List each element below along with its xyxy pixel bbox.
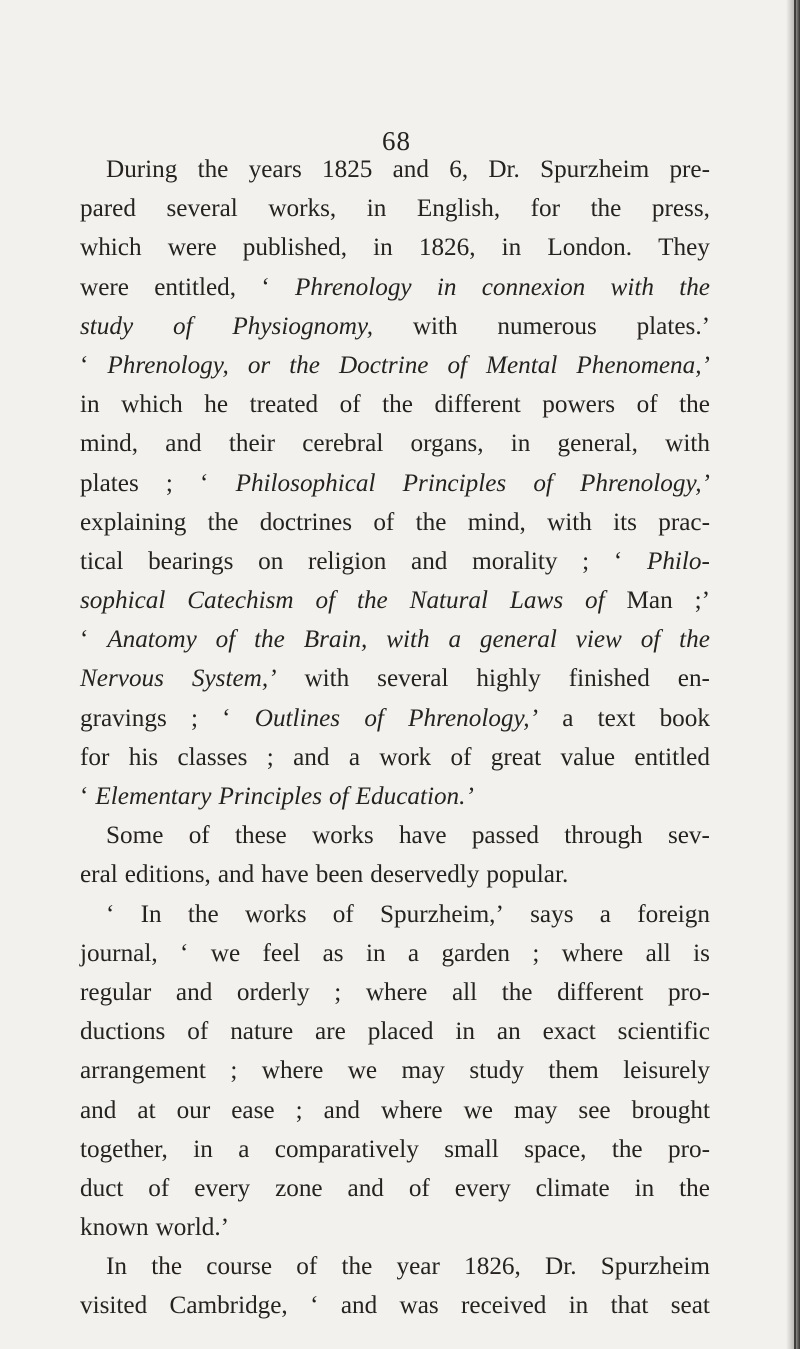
word: ‘	[613, 547, 623, 575]
word: Physiognomy,	[232, 312, 373, 340]
word: our	[176, 1096, 211, 1124]
word: brought	[631, 1096, 710, 1124]
word: regular	[80, 978, 152, 1006]
word: in	[510, 430, 531, 458]
word: plates	[80, 469, 139, 497]
word: Cambridge,	[169, 1292, 288, 1320]
word: of	[373, 508, 395, 536]
word: Natural	[409, 587, 489, 615]
word: en-	[677, 665, 710, 693]
word: of	[172, 312, 193, 340]
word: cerebral	[302, 430, 384, 458]
word: works	[244, 900, 307, 928]
word: visited	[80, 1292, 148, 1320]
word: space,	[524, 1135, 587, 1163]
word: and	[411, 547, 448, 575]
word: in	[436, 273, 457, 301]
word: for	[80, 743, 110, 771]
word: with	[386, 626, 430, 654]
text-line	[80, 346, 710, 385]
word: connexion	[481, 273, 586, 301]
word: of	[636, 391, 658, 419]
word: ‘	[80, 626, 89, 654]
text-line	[80, 268, 710, 307]
word: ;	[190, 704, 198, 732]
text-line	[80, 464, 710, 503]
word: says	[530, 900, 574, 928]
word: ;	[230, 1057, 238, 1085]
word: Nervous	[80, 665, 164, 693]
body-text	[80, 150, 710, 1326]
word: foreign	[637, 900, 710, 928]
word: Anatomy	[107, 626, 197, 654]
word: ;’	[694, 587, 710, 615]
word: 1826,	[418, 234, 476, 262]
word: its	[613, 508, 637, 536]
word: nature	[230, 1018, 294, 1046]
word: 1825	[322, 156, 373, 183]
word: in	[501, 234, 522, 262]
word: value	[560, 743, 616, 771]
text-line	[80, 699, 710, 738]
text-line	[80, 620, 710, 659]
word: were	[80, 273, 129, 301]
word: Phrenology,	[107, 351, 229, 379]
text-line	[80, 385, 710, 424]
word: Some	[106, 822, 164, 850]
word: ‘	[200, 469, 209, 497]
word: Philo-	[646, 547, 710, 575]
word: arrangement	[80, 1057, 206, 1085]
word: press,	[651, 195, 710, 223]
word: entitled,	[154, 273, 237, 301]
word: several	[166, 195, 238, 223]
text-line	[80, 228, 710, 267]
text-line	[80, 934, 710, 973]
word: are	[315, 1018, 346, 1046]
word: year	[396, 1253, 440, 1281]
word: every	[194, 1174, 251, 1202]
word: London.	[547, 234, 633, 262]
word: prac-	[658, 508, 710, 536]
word: where	[381, 1096, 443, 1124]
word: treated	[249, 391, 319, 419]
word: been	[315, 861, 364, 889]
word: world.’	[155, 1214, 230, 1242]
word: in	[373, 234, 393, 262]
word: text	[597, 704, 636, 732]
word: in	[366, 195, 387, 223]
word: the	[187, 900, 219, 928]
word: zone	[275, 1174, 323, 1202]
word: and	[323, 1096, 361, 1124]
word: the	[501, 978, 533, 1006]
word: a	[407, 939, 420, 967]
word: powers	[542, 391, 616, 419]
text-line	[80, 973, 710, 1012]
word: of	[215, 626, 236, 654]
word: the	[679, 626, 710, 654]
word: ductions	[80, 1018, 166, 1046]
word: Phrenology	[295, 273, 412, 301]
word: a	[562, 704, 574, 732]
word: the	[289, 351, 320, 379]
page-edge-line	[794, 0, 796, 1349]
text-line	[80, 816, 710, 855]
word: where	[561, 939, 624, 967]
word: ‘	[310, 1292, 319, 1320]
word: System,’	[191, 665, 277, 693]
word: view	[575, 626, 622, 654]
word: religion	[307, 547, 387, 575]
text-line	[80, 1208, 710, 1247]
word: Principles	[218, 783, 323, 810]
word: of	[339, 391, 361, 419]
text-line	[80, 895, 710, 934]
word: Principles	[402, 469, 507, 497]
word: the	[679, 391, 710, 419]
word: an	[496, 1018, 521, 1046]
word: ;	[532, 939, 540, 967]
word: Spurzheim,’	[380, 900, 504, 928]
word: of	[640, 626, 661, 654]
word: where	[365, 978, 428, 1006]
word: in	[568, 1292, 589, 1320]
word: journal,	[80, 939, 158, 967]
word: we	[347, 1057, 378, 1085]
word: ‘	[80, 783, 89, 810]
word: exact	[542, 1018, 596, 1046]
word: in	[365, 939, 386, 967]
word: general	[479, 626, 557, 654]
word: Outlines	[254, 704, 341, 732]
word: and	[347, 1174, 384, 1202]
word: which	[121, 391, 183, 419]
word: In	[106, 1253, 127, 1281]
word: ;	[582, 547, 590, 575]
word: highly	[476, 665, 541, 693]
word: his	[128, 743, 159, 771]
word: Brain,	[303, 626, 368, 654]
word: Spurzheim	[600, 1253, 710, 1281]
text-line	[80, 307, 710, 346]
word: the	[679, 1174, 710, 1202]
word: the	[415, 508, 447, 536]
word: works	[312, 822, 374, 850]
word: bearings	[148, 547, 234, 575]
text-line	[80, 738, 710, 777]
word: Doctrine	[338, 351, 429, 379]
word: leisurely	[623, 1057, 710, 1085]
word: ;	[266, 743, 274, 771]
word: and	[340, 1292, 378, 1320]
word: the	[254, 626, 285, 654]
word: with	[412, 312, 458, 340]
word: pared	[80, 195, 136, 223]
word: a	[599, 900, 611, 928]
word: or	[247, 351, 271, 379]
word: on	[258, 547, 284, 575]
word: several	[377, 665, 449, 693]
word: finished	[568, 665, 650, 693]
text-line	[80, 1286, 710, 1325]
text-line	[80, 1051, 710, 1090]
word: pro-	[668, 1135, 710, 1163]
word: entitled	[634, 743, 710, 771]
text-line	[80, 1247, 710, 1286]
word: through	[564, 822, 643, 850]
word: years	[248, 156, 302, 183]
word: the	[590, 195, 622, 223]
word: numerous	[497, 312, 597, 340]
word: Spurzheim	[540, 156, 650, 183]
word: book	[659, 704, 710, 732]
word: Philosophical	[235, 469, 376, 497]
word: of	[533, 469, 553, 497]
word: of	[332, 900, 354, 928]
word: in	[634, 1174, 655, 1202]
word: where	[261, 1057, 324, 1085]
text-line	[80, 1130, 710, 1169]
word: Elementary	[95, 783, 212, 810]
word: mind,	[467, 508, 526, 536]
word: have	[261, 861, 309, 889]
word: with	[610, 273, 654, 301]
word: different	[434, 391, 521, 419]
word: of	[188, 822, 210, 850]
word: he	[204, 391, 229, 419]
word: all	[451, 978, 478, 1006]
word: of	[315, 587, 336, 615]
word: duct	[80, 1174, 124, 1202]
word: 6,	[449, 156, 469, 183]
word: Phrenology,’	[408, 704, 538, 732]
word: in	[80, 391, 100, 419]
word: in	[193, 1135, 213, 1163]
word: were	[167, 234, 217, 262]
word: together,	[80, 1135, 168, 1163]
word: morality	[472, 547, 558, 575]
word: ‘	[80, 351, 89, 379]
text-line	[80, 189, 710, 228]
word: with	[304, 665, 350, 693]
word: may	[514, 1096, 558, 1124]
word: 1826,	[464, 1253, 521, 1281]
word: that	[610, 1292, 649, 1320]
page-edge-shadow	[786, 0, 800, 1349]
word: gravings	[80, 704, 167, 732]
word: of	[364, 704, 384, 732]
word: Mental	[486, 351, 558, 379]
word: of	[450, 743, 472, 771]
word: ‘	[261, 273, 270, 301]
word: the	[679, 273, 710, 301]
text-line	[80, 1012, 710, 1051]
word: course	[206, 1253, 273, 1281]
word: climate	[535, 1174, 610, 1202]
word: ;	[334, 978, 342, 1006]
word: Man	[626, 587, 673, 615]
text-line	[80, 1169, 710, 1208]
text-line	[80, 777, 710, 816]
word: In	[140, 900, 162, 928]
word: works,	[268, 195, 337, 223]
word: which	[80, 234, 142, 262]
text-line	[80, 659, 710, 698]
word: Dr.	[545, 1253, 577, 1281]
word: and	[392, 156, 429, 183]
word: sophical	[80, 587, 166, 615]
word: all	[645, 939, 671, 967]
word: deservedly	[370, 861, 480, 889]
word: study	[80, 312, 134, 340]
word: feel	[262, 939, 301, 967]
word: we	[210, 939, 241, 967]
word: is	[693, 939, 710, 967]
word: study	[469, 1057, 524, 1085]
word: may	[401, 1057, 445, 1085]
word: organs,	[410, 430, 484, 458]
word: pre-	[669, 156, 710, 183]
word: garden	[441, 939, 510, 967]
word: ‘	[106, 900, 115, 928]
word: doctrines	[259, 508, 353, 536]
word: the	[341, 1253, 373, 1281]
word: small	[444, 1135, 499, 1163]
word: eral	[80, 861, 118, 889]
word: these	[234, 822, 287, 850]
word: and	[175, 978, 213, 1006]
text-line	[80, 855, 710, 894]
word: a	[238, 1135, 250, 1163]
word: for	[530, 195, 561, 223]
word: and	[80, 1096, 117, 1124]
word: of	[447, 351, 468, 379]
word: of	[296, 1253, 318, 1281]
word: the	[356, 587, 388, 615]
word: great	[490, 743, 542, 771]
word: the	[197, 156, 229, 183]
word: Catechism	[187, 587, 294, 615]
word: was	[399, 1292, 439, 1320]
word: pro-	[667, 978, 710, 1006]
word: tical	[80, 547, 124, 575]
word: the	[611, 1135, 643, 1163]
word: ease	[231, 1096, 275, 1124]
word: the	[207, 508, 239, 536]
word: known	[80, 1214, 149, 1242]
word: plates.’	[636, 312, 710, 340]
word: at	[137, 1096, 156, 1124]
page-number: 68	[382, 126, 411, 156]
word: Education.’	[355, 783, 474, 810]
text-line	[80, 581, 710, 620]
word: the	[151, 1253, 183, 1281]
text-line	[80, 150, 710, 189]
text-line	[80, 503, 710, 542]
word: of	[408, 1174, 430, 1202]
word: every	[454, 1174, 511, 1202]
word: scientific	[617, 1018, 710, 1046]
word: sev-	[667, 822, 710, 850]
word: editions,	[124, 861, 211, 889]
word: see	[578, 1096, 611, 1124]
word: ‘	[180, 939, 189, 967]
word: mind,	[80, 430, 139, 458]
word: of	[148, 1174, 170, 1202]
word: ;	[295, 1096, 303, 1124]
word: Phrenology,’	[580, 469, 710, 497]
word: of	[585, 587, 605, 615]
word: a	[448, 626, 462, 654]
word: placed	[367, 1018, 434, 1046]
word: of	[187, 1018, 209, 1046]
text-line	[80, 1091, 710, 1130]
word: with	[547, 508, 592, 536]
word: Dr.	[488, 156, 520, 183]
word: of	[329, 783, 349, 810]
word: we	[463, 1096, 493, 1124]
word: a	[348, 743, 361, 771]
word: explaining	[80, 508, 187, 536]
word: ‘	[222, 704, 231, 732]
word: orderly	[236, 978, 310, 1006]
word: work	[379, 743, 432, 771]
word: During	[106, 156, 178, 183]
word: and	[217, 861, 255, 889]
word: comparatively	[274, 1135, 419, 1163]
word: the	[382, 391, 413, 419]
word: and	[293, 743, 330, 771]
word: classes	[177, 743, 248, 771]
word: them	[548, 1057, 599, 1085]
word: Laws	[509, 587, 564, 615]
word: passed	[471, 822, 539, 850]
word: received	[461, 1292, 547, 1320]
text-line	[80, 424, 710, 463]
word: Phenomena,’	[576, 351, 710, 379]
word: their	[228, 430, 276, 458]
word: as	[322, 939, 344, 967]
word: published,	[242, 234, 347, 262]
word: have	[398, 822, 447, 850]
word: ;	[165, 469, 173, 497]
word: seat	[670, 1292, 710, 1320]
word: English,	[416, 195, 501, 223]
word: general,	[557, 430, 638, 458]
word: different	[557, 978, 644, 1006]
word: and	[165, 430, 202, 458]
text-line	[80, 542, 710, 581]
word: in	[455, 1018, 475, 1046]
word: popular.	[486, 861, 569, 889]
word: They	[658, 234, 710, 262]
word: with	[665, 430, 710, 458]
